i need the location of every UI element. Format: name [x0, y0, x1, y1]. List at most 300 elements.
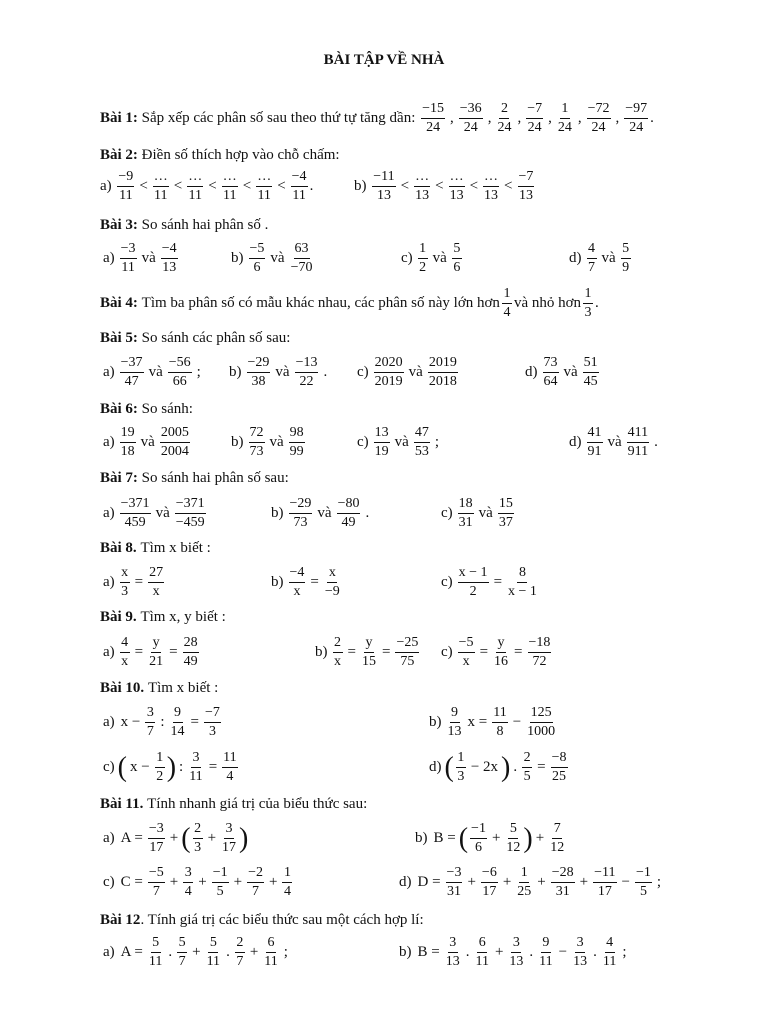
math-text: : [179, 759, 184, 775]
item-key: a) [100, 178, 112, 194]
exercise-label: Bài 12 [100, 912, 141, 928]
math-text: . [168, 944, 173, 960]
fraction [449, 170, 465, 203]
fraction [587, 242, 597, 275]
fraction [498, 497, 514, 530]
denominator: 13 [449, 188, 464, 203]
equation-item [312, 636, 421, 669]
math-text: và [408, 364, 423, 380]
math-text: c) [357, 434, 369, 450]
fraction [117, 170, 134, 203]
equation-item [438, 566, 540, 599]
fraction [470, 822, 487, 855]
fraction [372, 170, 395, 203]
numerator: 411 [627, 426, 649, 443]
numerator: −1 [470, 822, 487, 839]
math-text: = [479, 644, 489, 660]
fraction [557, 102, 573, 135]
denominator: 7 [152, 884, 160, 899]
numerator: −6 [481, 866, 498, 883]
exercise-label: Bài 5: [100, 330, 138, 346]
denominator: −459 [175, 515, 205, 530]
fraction [474, 936, 489, 969]
numerator: 1 [282, 866, 292, 883]
math-text: ; [622, 944, 627, 960]
fraction [483, 170, 499, 203]
denominator: 11 [119, 188, 133, 203]
fraction [290, 242, 314, 275]
math-text: + [467, 874, 476, 890]
exercise-9-title [100, 609, 226, 626]
fraction [526, 706, 556, 739]
denominator: 13 [484, 188, 499, 203]
numerator: −1 [635, 866, 652, 883]
fraction [528, 636, 552, 669]
item-key: b) [354, 178, 367, 194]
math-text: và [394, 434, 409, 450]
fraction [549, 822, 565, 855]
math-text: . [465, 944, 470, 960]
denominator: 25 [552, 769, 567, 784]
fraction [289, 566, 306, 599]
math-text: d) [569, 434, 582, 450]
math-text: , [450, 109, 454, 126]
math-text: < [173, 177, 183, 194]
comparison-item [100, 426, 198, 459]
denominator: 3 [208, 724, 216, 739]
fraction [183, 866, 193, 899]
denominator: 3 [121, 584, 129, 599]
fraction [446, 866, 463, 899]
math-text: a) [103, 434, 115, 450]
denominator: 13 [376, 188, 391, 203]
numerator: −1 [212, 866, 229, 883]
denominator: 7 [178, 954, 186, 969]
math-text: = [169, 644, 178, 660]
math-text: = [514, 644, 523, 660]
fraction [458, 636, 475, 669]
denominator: 8 [496, 724, 504, 739]
numerator: −80 [337, 497, 361, 514]
numerator: 9 [173, 706, 183, 723]
parenthesis: ) [239, 822, 249, 854]
math-text: và [607, 434, 622, 450]
fraction [624, 102, 648, 135]
fraction [155, 751, 165, 784]
exercise-12-title [100, 912, 424, 929]
fraction [148, 936, 163, 969]
math-text: và [270, 250, 285, 266]
denominator: 73 [293, 515, 308, 530]
equation-item [100, 751, 240, 784]
inequality-chain [370, 170, 536, 203]
math-text: + [169, 874, 179, 890]
math-text: < [242, 177, 252, 194]
numerator: 11 [492, 706, 507, 723]
fraction [374, 426, 390, 459]
denominator: 75 [400, 654, 415, 669]
exercise-2-title [100, 147, 340, 164]
math-text: a) [103, 364, 115, 380]
numerator: 1 [155, 751, 165, 768]
math-text: = [381, 644, 391, 660]
denominator: 911 [627, 444, 649, 459]
fraction [187, 170, 203, 203]
comparison-item [398, 242, 464, 275]
numerator: −36 [459, 102, 483, 119]
denominator: 49 [341, 515, 356, 530]
denominator: 11 [154, 188, 168, 203]
numerator: 6 [266, 936, 276, 953]
denominator: 24 [557, 120, 572, 135]
numerator: 4 [587, 242, 597, 259]
denominator: 2019 [374, 374, 403, 389]
fraction [148, 822, 165, 855]
denominator: 13 [509, 954, 524, 969]
numerator: −28 [551, 866, 575, 883]
parenthesis: ( [181, 822, 191, 854]
fraction [175, 497, 206, 530]
numerator: 7 [552, 822, 562, 839]
exercise-label: Bài 11. [100, 796, 144, 812]
denominator: 9 [622, 260, 630, 275]
denominator: 3 [584, 305, 592, 320]
fraction [481, 866, 498, 899]
denominator: 14 [170, 724, 185, 739]
numerator: … [414, 170, 430, 187]
denominator: 4 [283, 884, 291, 899]
numerator: 5 [452, 242, 462, 259]
denominator: 16 [494, 654, 509, 669]
exercise-text: So sánh: [141, 401, 193, 417]
numerator: −7 [526, 102, 543, 119]
numerator: 1 [583, 287, 593, 304]
math-text: d) [569, 250, 582, 266]
numerator: 73 [543, 356, 559, 373]
fraction [161, 242, 178, 275]
fraction [522, 751, 532, 784]
numerator: −11 [593, 866, 616, 883]
numerator: −3 [446, 866, 463, 883]
numerator: 27 [148, 566, 164, 583]
denominator: 11 [189, 769, 203, 784]
fraction [247, 356, 271, 389]
math-text: ; [196, 364, 201, 380]
numerator: x [120, 566, 130, 583]
numerator: −3 [120, 242, 137, 259]
exercise-text: So sánh hai phân số . [141, 217, 269, 233]
numerator: … [483, 170, 499, 187]
expression-item [396, 866, 664, 899]
fraction [551, 751, 568, 784]
numerator: −4 [161, 242, 178, 259]
denominator: 24 [527, 120, 542, 135]
exercise-2b [354, 170, 536, 203]
comparison-item [268, 497, 372, 530]
math-text: ; [283, 944, 288, 960]
math-text: a) [103, 505, 115, 521]
exercise-7-title [100, 470, 289, 487]
math-text: A = [120, 830, 143, 846]
numerator: −371 [120, 497, 151, 514]
fraction [148, 636, 164, 669]
inequality-chain [115, 170, 309, 203]
exercise-label: Bài 2: [100, 147, 138, 163]
exercise-text: Điền số thích hợp vào chỗ chấm: [141, 147, 340, 163]
numerator: −56 [168, 356, 192, 373]
fraction [222, 170, 238, 203]
exercise-2a: a) $\frac{-9}{11}$ < $\frac{\dots}{11}$ < $\frac{\dots}{11}$ < $\frac{\dots}{11}$ < $\frac{\dots}{11}$ < $\frac{-4}{11}$ . [100, 169, 314, 203]
fraction [502, 287, 512, 320]
fraction [247, 866, 264, 899]
denominator: 24 [629, 120, 644, 135]
exercise-3-title [100, 217, 268, 234]
denominator: 45 [583, 374, 598, 389]
exercise-5-title [100, 330, 290, 347]
expression-item [100, 936, 291, 969]
math-text: − [558, 944, 568, 960]
denominator: x [293, 584, 301, 599]
denominator: 5 [216, 884, 224, 899]
fraction [249, 426, 265, 459]
numerator: 3 [191, 751, 201, 768]
exercise-10-title [100, 680, 218, 697]
fraction [518, 170, 535, 203]
numerator: 72 [249, 426, 265, 443]
denominator: 37 [498, 515, 513, 530]
math-text: c) [357, 364, 369, 380]
denominator: 22 [299, 374, 314, 389]
denominator: 11 [264, 954, 278, 969]
exercise-text: Tìm x, y biết : [140, 609, 226, 625]
comparison-item [100, 497, 214, 530]
parenthesis: ( [444, 751, 454, 783]
denominator: 11 [602, 954, 617, 969]
fraction [447, 706, 463, 739]
denominator: x [152, 584, 160, 599]
comparison-item [438, 497, 522, 530]
numerator: −5 [148, 866, 165, 883]
math-text: . [323, 364, 328, 380]
numerator: 5 [208, 936, 218, 953]
numerator: 2 [522, 751, 532, 768]
denominator: 6 [453, 260, 461, 275]
numerator: 13 [374, 426, 390, 443]
expression-item [412, 822, 567, 855]
numerator: −18 [528, 636, 552, 653]
denominator: 31 [447, 884, 461, 899]
fraction [235, 936, 245, 969]
fraction [120, 356, 144, 389]
numerator: 19 [120, 426, 136, 443]
fraction [289, 497, 313, 530]
denominator: 38 [251, 374, 266, 389]
math-text: C = [120, 874, 143, 890]
fraction [282, 866, 292, 899]
math-text: + [537, 874, 546, 890]
denominator: 11 [257, 188, 271, 203]
denominator: 25 [517, 884, 532, 899]
math-text: c) [401, 250, 413, 266]
fraction-list [419, 102, 650, 135]
fraction [428, 356, 458, 389]
fraction [177, 936, 187, 969]
math-text: c) [441, 574, 453, 590]
math-text: + [249, 944, 259, 960]
fraction [593, 866, 616, 899]
math-text: b) [315, 644, 328, 660]
math-text: < [400, 177, 410, 194]
numerator: 5 [508, 822, 518, 839]
numerator: y [496, 636, 506, 653]
numerator: 9 [541, 936, 551, 953]
numerator: −15 [421, 102, 445, 119]
denominator: 2018 [428, 374, 457, 389]
fraction [421, 102, 445, 135]
fraction [395, 636, 419, 669]
denominator: 7 [252, 884, 260, 899]
fraction [493, 636, 509, 669]
numerator: … [153, 170, 169, 187]
math-text: b) [231, 434, 244, 450]
comparison-item [228, 426, 313, 459]
fraction [193, 822, 203, 855]
numerator: 5 [177, 936, 187, 953]
math-text: và [317, 505, 332, 521]
fraction [221, 822, 237, 855]
denominator: 5 [523, 769, 531, 784]
numerator: 3 [448, 936, 458, 953]
denominator: 4 [226, 769, 234, 784]
denominator: 11 [222, 188, 237, 203]
numerator: −8 [551, 751, 568, 768]
math-text: a) [103, 830, 115, 846]
exercise-label: Bài 3: [100, 217, 138, 233]
math-text: + [502, 874, 512, 890]
denominator: 18 [120, 444, 135, 459]
exercise-label: Bài 8. [100, 540, 137, 556]
math-text: − 2x [470, 759, 499, 775]
exercise-label: Bài 9. [100, 609, 137, 625]
parenthesis: ( [117, 751, 127, 783]
exercise-text: . Tính giá trị các biểu thức sau một cách hợp lí: [140, 912, 424, 928]
exercise-label: Bài 4: [100, 295, 138, 311]
numerator: … [449, 170, 465, 187]
exercise-label: Bài 7: [100, 470, 138, 486]
math-text: b) [231, 250, 244, 266]
math-text: . [654, 434, 658, 450]
math-text: D = [417, 874, 441, 890]
numerator: x − 1 [458, 566, 489, 583]
fraction [188, 751, 203, 784]
math-text: = [134, 574, 144, 590]
math-text: a) [103, 250, 115, 266]
fraction [459, 102, 483, 135]
math-text: − [621, 874, 630, 890]
math-text: < [139, 177, 148, 194]
denominator: 66 [172, 374, 187, 389]
denominator: 19 [374, 444, 389, 459]
denominator: 2004 [160, 444, 189, 459]
math-text: và [148, 364, 163, 380]
fraction [204, 706, 221, 739]
equation-item [426, 751, 570, 784]
denominator: 91 [587, 444, 602, 459]
fraction [543, 356, 559, 389]
numerator: −4 [289, 566, 306, 583]
math-text: a) [103, 644, 115, 660]
numerator: 47 [414, 426, 430, 443]
numerator: −13 [295, 356, 319, 373]
numerator: 2 [499, 102, 509, 119]
denominator: 13 [573, 954, 588, 969]
fraction [145, 706, 155, 739]
numerator: 63 [294, 242, 310, 259]
math-text: + [579, 874, 589, 890]
denominator: −9 [324, 584, 340, 599]
fraction [583, 287, 593, 320]
numerator: 41 [587, 426, 603, 443]
comparison-item [522, 356, 607, 389]
denominator: 12 [550, 840, 565, 855]
numerator: −3 [148, 822, 165, 839]
numerator: −371 [175, 497, 206, 514]
fraction [120, 426, 136, 459]
denominator: 99 [289, 444, 304, 459]
parenthesis: ) [166, 751, 177, 783]
numerator: 11 [222, 751, 237, 768]
math-text: và [478, 505, 493, 521]
fraction [324, 566, 341, 599]
comparison-item [226, 356, 330, 389]
numerator: 2 [193, 822, 203, 839]
math-text: = [347, 644, 356, 660]
exercise-4: Bài 4: Tìm ba phân số có mẫu khác nhau, các phân số này lớn hơn $\frac{1}{4}$ và nhỏ hơn $\frac{1}{3}$ . [100, 286, 599, 320]
comparison-item [354, 356, 466, 389]
comparison-item [228, 242, 315, 275]
math-text: và [140, 434, 155, 450]
equation-item [100, 706, 223, 739]
denominator: x [121, 654, 129, 669]
fraction [263, 936, 278, 969]
denominator: 7 [146, 724, 154, 739]
denominator: 17 [149, 840, 164, 855]
math-text: b) [415, 830, 428, 846]
math-text: A = [120, 944, 143, 960]
fraction [538, 936, 553, 969]
fraction [587, 102, 611, 135]
fraction [170, 706, 186, 739]
numerator: x [327, 566, 337, 583]
fraction [492, 706, 507, 739]
comparison-item [566, 426, 661, 459]
math-text: ; [656, 874, 662, 890]
numerator: 2005 [160, 426, 190, 443]
denominator: 24 [591, 120, 606, 135]
math-text: a) [103, 714, 115, 730]
numerator: 2 [235, 936, 245, 953]
denominator: 47 [124, 374, 139, 389]
denominator: 73 [249, 444, 264, 459]
equation-item [438, 636, 553, 669]
math-text: = [134, 644, 144, 660]
denominator: 13 [445, 954, 460, 969]
math-text: c) [103, 874, 115, 890]
math-text: và [155, 505, 170, 521]
fraction [120, 497, 151, 530]
math-text: + [494, 944, 504, 960]
denominator: 4 [503, 305, 511, 320]
